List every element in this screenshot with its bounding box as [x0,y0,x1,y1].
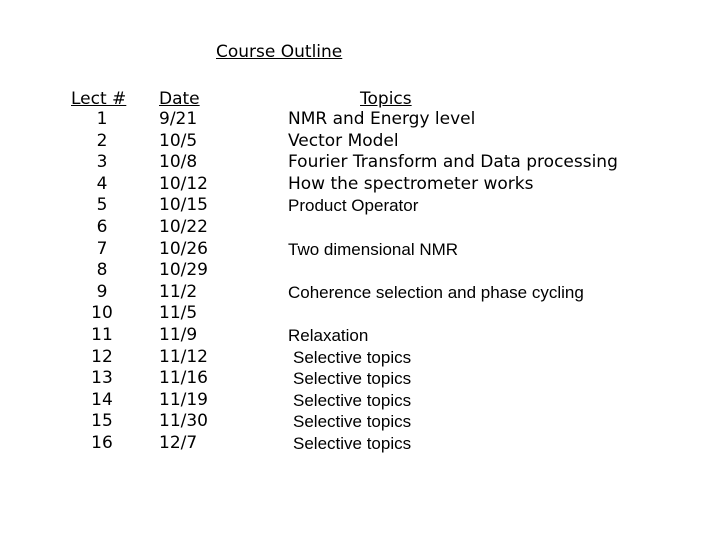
lecture-number: 3 [96,152,108,173]
lecture-date: 10/8 [159,152,198,173]
lecture-number: 14 [91,389,113,410]
lecture-number: 5 [96,195,108,216]
lecture-topic: Coherence selection and phase cycling [288,282,584,302]
lecture-topic [288,303,688,325]
lecture-topic: Selective topics [293,390,412,410]
lecture-number: 1 [96,109,108,129]
lecture-date: 11/5 [159,303,198,324]
lecture-date: 11/19 [159,389,208,410]
lecture-topic [288,217,688,239]
lecture-date: 11/16 [159,368,208,389]
header-date: Date [159,89,200,109]
lecture-date: 10/22 [159,216,208,237]
header-lecture-number: Lect # [71,89,127,109]
lecture-topic: Product Operator [288,196,419,216]
date-column [159,109,249,455]
lecture-date: 9/21 [159,109,198,129]
lecture-number: 4 [96,173,108,194]
lecture-date: 10/15 [159,195,208,216]
lecture-topic: Relaxation [288,325,369,345]
lecture-number: 16 [91,432,113,453]
lecture-number: 11 [91,324,113,345]
lecture-date: 11/9 [159,324,198,345]
lecture-topic: Selective topics [293,433,412,453]
lecture-number: 6 [96,216,108,237]
lecture-topic: Fourier Transform and Data processing [288,152,618,173]
lecture-date: 10/26 [159,238,208,259]
lecture-topic: Two dimensional NMR [288,239,459,259]
lecture-date: 10/29 [159,260,208,281]
lecture-topic: Selective topics [293,412,412,432]
lecture-number: 7 [96,238,108,259]
lecture-number: 15 [91,411,113,432]
lecture-number: 9 [96,281,108,302]
lecture-date: 11/2 [159,281,198,302]
lecture-date: 10/12 [159,173,208,194]
lecture-number: 10 [91,303,113,324]
header-topics: Topics [360,89,412,109]
lecture-number: 2 [96,130,108,151]
topics-column [288,109,688,455]
lecture-number: 8 [96,260,108,281]
lecture-number: 13 [91,368,113,389]
lecture-number-column [72,109,132,455]
lecture-date: 11/30 [159,411,208,432]
lecture-topic: Selective topics [293,347,412,367]
page-title: Course Outline [216,42,343,62]
lecture-date: 12/7 [159,432,198,453]
lecture-topic: Selective topics [293,369,412,389]
lecture-number: 12 [91,346,113,367]
lecture-topic: NMR and Energy level [288,109,476,129]
lecture-topic: Vector Model [288,130,399,151]
lecture-topic [288,260,688,282]
lecture-date: 11/12 [159,346,208,367]
lecture-date: 10/5 [159,130,198,151]
lecture-topic: How the spectrometer works [288,173,534,194]
